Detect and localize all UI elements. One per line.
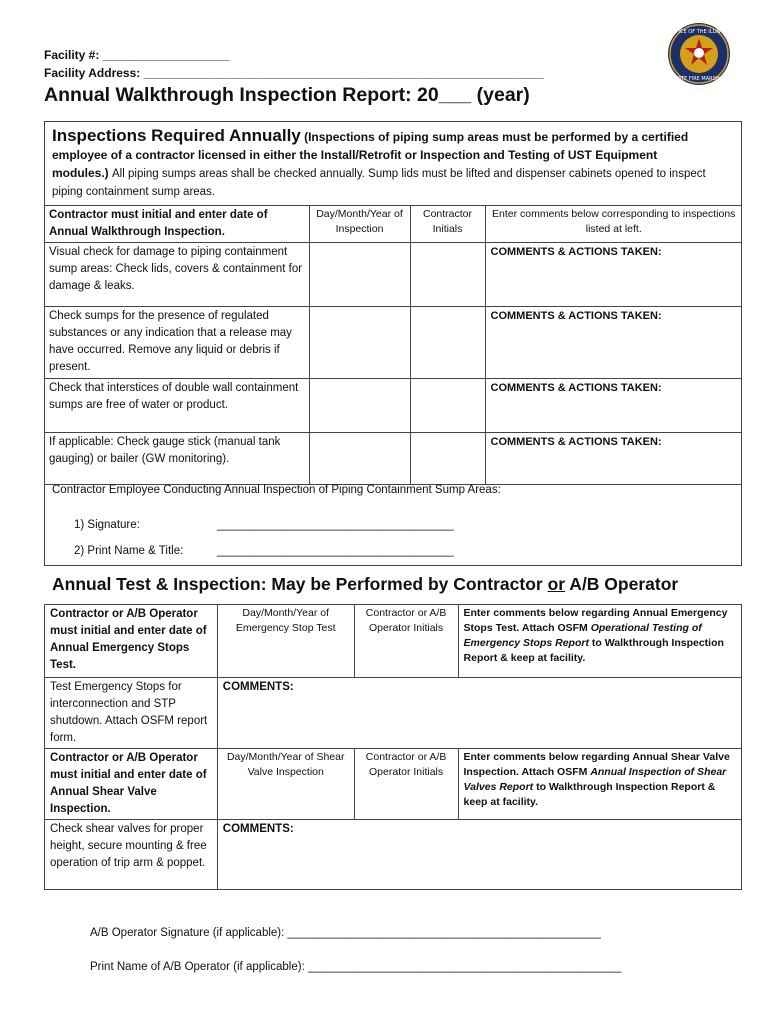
section2-title-b: A/B Operator — [565, 574, 679, 594]
section1-title: Inspections Required Annually — [52, 126, 301, 145]
estop-comments-cell[interactable]: COMMENTS: — [217, 678, 741, 749]
estop-label: Contractor or A/B Operator must initial and enter date of Annual Emergency Stops Test. — [45, 605, 218, 678]
ab-operator-print-name[interactable]: Print Name of A/B Operator (if applicable): _________________________________________________ — [90, 961, 622, 973]
section2-title-or: or — [547, 574, 566, 594]
section2-title — [52, 574, 678, 595]
print-name-label: 2) Print Name & Title: — [74, 545, 184, 557]
comments-cell[interactable]: COMMENTS & ACTIONS TAKEN: — [485, 243, 742, 307]
section1-note-b: employee of a contractor licensed in either the Install/Retrofit or Inspection and Testing of UST Equipment — [52, 148, 658, 162]
initials-cell[interactable] — [410, 379, 485, 433]
table-row — [44, 307, 742, 379]
inspection-item-text: Check sumps for the presence of regulated substances or any indication that a release may have occurred. Remove any liquid or debris if present. — [44, 307, 309, 379]
facility-address-field[interactable]: Facility Address: ____________________________________________________________ — [44, 66, 545, 80]
shear-row-text: Check shear valves for proper height, secure mounting & free operation of trip arm & poppet. — [45, 820, 218, 890]
comments-cell[interactable]: COMMENTS & ACTIONS TAKEN: — [485, 433, 742, 485]
fire-marshal-seal-icon — [667, 22, 731, 86]
signature-label: 1) Signature: — [74, 519, 140, 531]
section1-heading — [52, 127, 732, 200]
seal-bottom-text: STATE FIRE MARSHAL — [672, 76, 726, 82]
col-date-header: Day/Month/Year of Inspection — [309, 206, 410, 243]
seal-top-text: OFFICE OF THE ILLINOIS — [668, 29, 730, 35]
comments-cell[interactable]: COMMENTS & ACTIONS TAKEN: — [485, 307, 742, 379]
table-row — [44, 379, 742, 433]
table-row — [44, 243, 742, 307]
inspection-item-text: Check that interstices of double wall containment sumps are free of water or product. — [44, 379, 309, 433]
facility-number-field[interactable]: Facility #: ___________________ — [44, 48, 230, 62]
annual-inspection-table — [44, 205, 742, 485]
initials-cell[interactable] — [410, 243, 485, 307]
section1-note-c: modules.) — [52, 166, 109, 180]
section1-note-a: (Inspections of piping sump areas must be performed by a certified — [304, 130, 689, 144]
initials-cell[interactable] — [410, 433, 485, 485]
col-contractor-header: Contractor must initial and enter date of Annual Walkthrough Inspection. — [44, 206, 309, 243]
employee-label: Contractor Employee Conducting Annual Inspection of Piping Containment Sump Areas: — [52, 484, 501, 496]
date-cell[interactable] — [309, 433, 410, 485]
shear-date-header: Day/Month/Year of Shear Valve Inspection — [217, 749, 354, 820]
date-cell[interactable] — [309, 243, 410, 307]
shear-initials-header: Contractor or A/B Operator Initials — [354, 749, 458, 820]
col-comments-header: Enter comments below corresponding to inspections listed at left. — [485, 206, 742, 243]
table-row — [45, 678, 742, 749]
shear-comments-cell[interactable]: COMMENTS: — [217, 820, 741, 890]
section2-title-a: Annual Test & Inspection: May be Performed by Contractor — [52, 574, 548, 594]
estop-date-header: Day/Month/Year of Emergency Stop Test — [217, 605, 354, 678]
estop-comment-header: Enter comments below regarding Annual Emergency Stops Test. Attach OSFM Operational Testing of Emergency Stops Report to Walkthrough Inspection Report & keep at facility. — [458, 605, 741, 678]
date-cell[interactable] — [309, 307, 410, 379]
page-title: Annual Walkthrough Inspection Report: 20___ (year) — [44, 84, 530, 106]
signature-line[interactable]: _____________________________________ — [217, 519, 454, 531]
shear-label: Contractor or A/B Operator must initial and enter date of Annual Shear Valve Inspection. — [45, 749, 218, 820]
ab-operator-signature[interactable]: A/B Operator Signature (if applicable): _________________________________________________ — [90, 927, 601, 939]
date-cell[interactable] — [309, 379, 410, 433]
print-name-line[interactable]: _____________________________________ — [217, 545, 454, 557]
inspection-item-text: If applicable: Check gauge stick (manual tank gauging) or bailer (GW monitoring). — [44, 433, 309, 485]
inspection-item-text: Visual check for damage to piping containment sump areas: Check lids, covers & containment for damage & leaks. — [44, 243, 309, 307]
shear-comment-header: Enter comments below regarding Annual Shear Valve Inspection. Attach OSFM Annual Inspection of Shear Valves Report to Walkthrough Inspection Report & keep at facility. — [458, 749, 741, 820]
annual-test-table — [44, 604, 742, 890]
table-row — [45, 820, 742, 890]
estop-initials-header: Contractor or A/B Operator Initials — [354, 605, 458, 678]
initials-cell[interactable] — [410, 307, 485, 379]
section1-instructions: All piping sumps areas shall be checked annually. Sump lids must be lifted and dispenser cabinets opened to inspect piping containment sump areas. — [52, 168, 706, 198]
comments-cell[interactable]: COMMENTS & ACTIONS TAKEN: — [485, 379, 742, 433]
table-row — [44, 433, 742, 485]
estop-row-text: Test Emergency Stops for interconnection and STP shutdown. Attach OSFM report form. — [45, 678, 218, 749]
col-initials-header: Contractor Initials — [410, 206, 485, 243]
